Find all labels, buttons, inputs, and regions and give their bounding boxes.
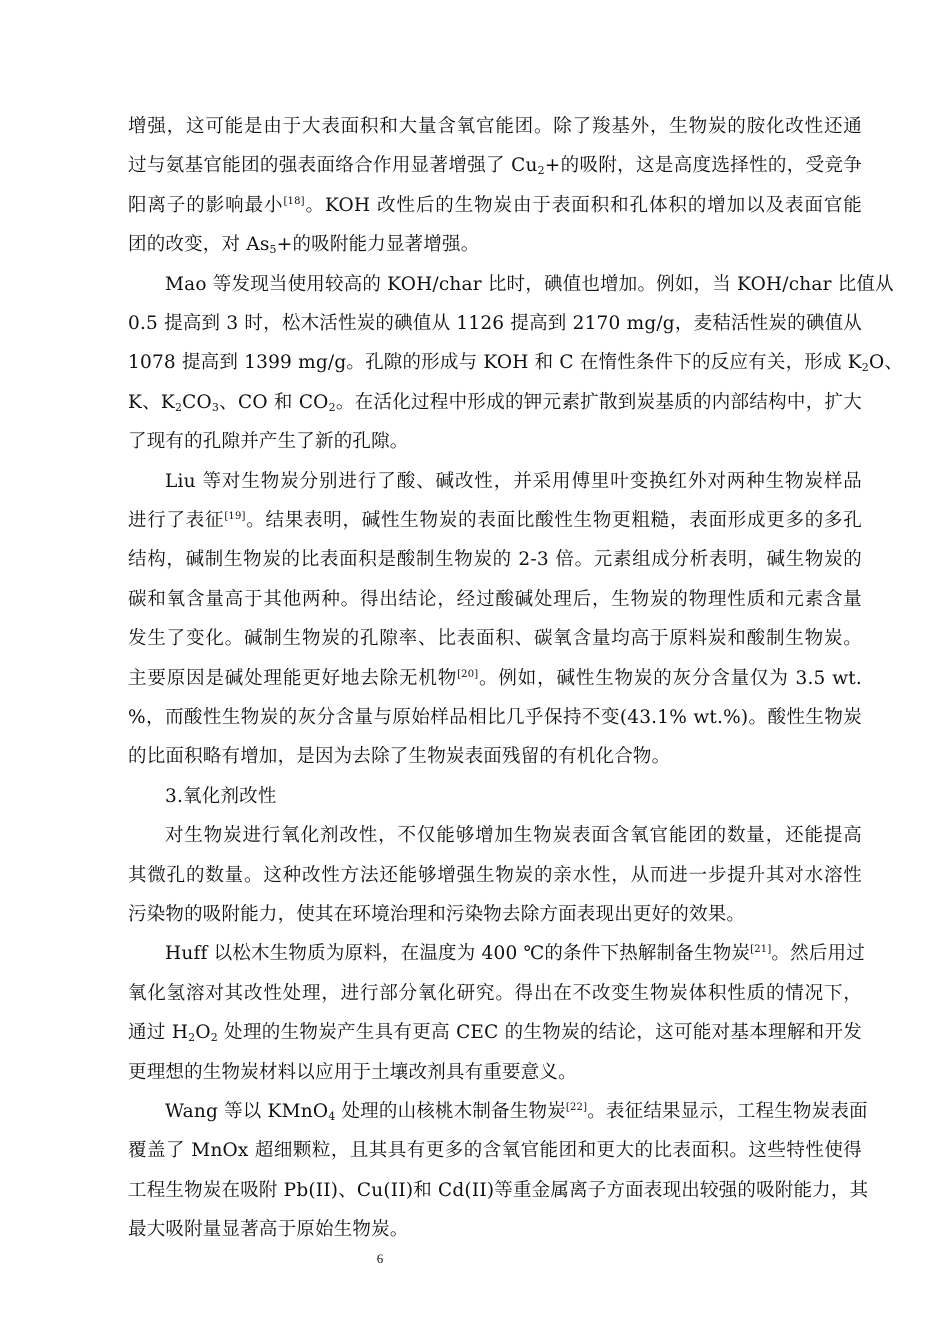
text-line bbox=[128, 744, 862, 770]
text-run: 覆盖了 MnOx 超细颗粒，且其具有更多的含氧官能团和更大的比表面积。这些特性使得 bbox=[128, 1140, 862, 1161]
text-line bbox=[128, 705, 862, 731]
text-run: +的吸附能力显著增强。 bbox=[276, 234, 480, 255]
text-run: 结构，碱制生物炭的比表面积是酸制生物炭的 2-3 倍。元素组成分析表明，碱生物炭的 bbox=[128, 549, 862, 570]
text-run: 。表征结果显示，工程生物炭表面 bbox=[587, 1101, 868, 1122]
text-run: 1078 提高到 1399 mg/g。孔隙的形成与 KOH 和 C 在惰性条件下的反应有关，形成 K bbox=[128, 352, 862, 373]
text-line bbox=[128, 626, 862, 652]
text-run: 、CO 和 CO bbox=[219, 392, 329, 413]
subscript: 4 bbox=[328, 1110, 336, 1123]
text-run: 工程生物炭在吸附 Pb(II)、Cu(II)和 Cd(II)等重金属离子方面表现出较强的吸附能力，其 bbox=[128, 1180, 869, 1201]
text-line bbox=[128, 1178, 869, 1204]
subscript: 5 bbox=[269, 243, 277, 256]
text-run: 进行了表征 bbox=[128, 510, 225, 531]
text-run: 处理的生物炭产生具有更高 CEC 的生物炭的结论，这可能对基本理解和开发 bbox=[217, 1022, 862, 1043]
text-line bbox=[128, 902, 862, 928]
text-run: 最大吸附量显著高于原始生物炭。 bbox=[128, 1219, 409, 1240]
text-run: Huff 以松木生物质为原料，在温度为 400 ℃的条件下热解制备生物炭 bbox=[165, 943, 751, 964]
text-run: 。例如，碱性生物炭的灰分含量仅为 3.5 wt. bbox=[478, 668, 862, 689]
text-run: 0.5 提高到 3 时，松木活性炭的碘值从 1126 提高到 2170 mg/g，麦秸活性炭的碘值从 bbox=[128, 313, 862, 334]
text-run: 3.氧化剂改性 bbox=[165, 786, 277, 807]
text-run: %，而酸性生物炭的灰分含量与原始样品相比几乎保持不变(43.1% wt.%)。酸性生物炭 bbox=[128, 707, 862, 728]
text-line bbox=[165, 272, 894, 298]
text-line bbox=[128, 981, 862, 1007]
text-line bbox=[165, 823, 862, 849]
text-line bbox=[165, 1099, 868, 1125]
text-run: 处理的山核桃木制备生物炭 bbox=[335, 1101, 566, 1122]
text-line bbox=[128, 114, 862, 140]
text-run: Wang 等以 KMnO bbox=[165, 1101, 329, 1122]
text-run: O bbox=[195, 1022, 211, 1043]
citation-superscript: [18] bbox=[283, 196, 305, 207]
text-line bbox=[128, 193, 862, 219]
subscript: 3 bbox=[211, 401, 220, 414]
citation-superscript: [21] bbox=[750, 944, 772, 955]
text-line bbox=[128, 232, 862, 258]
text-run: 。在活化过程中形成的钾元素扩散到炭基质的内部结构中，扩大 bbox=[335, 392, 862, 413]
text-line bbox=[128, 547, 862, 573]
text-line bbox=[165, 941, 865, 967]
citation-superscript: [19] bbox=[224, 511, 246, 522]
subscript: 2 bbox=[188, 1031, 196, 1044]
text-line bbox=[128, 587, 862, 613]
text-line bbox=[165, 469, 862, 495]
subscript: 2 bbox=[328, 401, 336, 414]
text-line bbox=[128, 1060, 862, 1086]
text-run: 。KOH 改性后的生物炭由于表面积和孔体积的增加以及表面官能 bbox=[304, 195, 862, 216]
text-run: +的吸附，这是高度选择性的，受竞争 bbox=[544, 155, 862, 176]
text-line bbox=[128, 390, 862, 416]
text-line bbox=[128, 429, 862, 455]
text-line bbox=[128, 1217, 862, 1243]
text-run: Mao 等发现当使用较高的 KOH/char 比时，碘值也增加。例如，当 KOH/char 比值从 bbox=[165, 274, 894, 295]
text-run: 过与氨基官能团的强表面络合作用显著增强了 Cu bbox=[128, 155, 538, 176]
text-run: 阳离子的影响最小 bbox=[128, 195, 284, 216]
text-run: O、 bbox=[868, 352, 904, 373]
text-run: 对生物炭进行氧化剂改性，不仅能够增加生物炭表面含氧官能团的数量，还能提高 bbox=[165, 825, 862, 846]
citation-superscript: [22] bbox=[565, 1102, 588, 1113]
text-line bbox=[128, 311, 862, 337]
text-run: 污染物的吸附能力，使其在环境治理和污染物去除方面表现出更好的效果。 bbox=[128, 904, 746, 925]
text-run: 氧化氢溶对其改性处理，进行部分氧化研究。得出在不改变生物炭体积性质的情况下， bbox=[128, 983, 862, 1004]
text-run: K、K bbox=[128, 392, 175, 413]
text-line bbox=[128, 863, 862, 889]
text-line bbox=[128, 1020, 862, 1046]
text-run: 。结果表明，碱性生物炭的表面比酸性生物更粗糙，表面形成更多的多孔 bbox=[245, 510, 862, 531]
text-run: Liu 等对生物炭分别进行了酸、碱改性，并采用傅里叶变换红外对两种生物炭样品 bbox=[165, 471, 862, 492]
text-run: 增强，这可能是由于大表面积和大量含氧官能团。除了羧基外，生物炭的胺化改性还通 bbox=[128, 116, 862, 137]
text-run: 。然后用过 bbox=[771, 943, 865, 964]
page-number: 6 bbox=[376, 1251, 384, 1266]
subscript: 2 bbox=[210, 1031, 218, 1044]
subscript: 2 bbox=[861, 361, 869, 374]
text-line bbox=[128, 350, 904, 376]
text-line bbox=[165, 784, 862, 810]
subscript: 2 bbox=[537, 164, 545, 177]
text-run: 团的改变，对 As bbox=[128, 234, 270, 255]
text-run: 了现有的孔隙并产生了新的孔隙。 bbox=[128, 431, 409, 452]
text-run: 发生了变化。碱制生物炭的孔隙率、比表面积、碳氧含量均高于原料炭和酸制生物炭。 bbox=[128, 628, 862, 649]
text-run: 碳和氧含量高于其他两种。得出结论，经过酸碱处理后，生物炭的物理性质和元素含量 bbox=[128, 589, 862, 610]
text-line bbox=[128, 508, 862, 534]
text-line bbox=[128, 153, 862, 179]
text-run: 通过 H bbox=[128, 1022, 189, 1043]
text-line bbox=[128, 666, 862, 692]
text-run: 主要原因是碱处理能更好地去除无机物 bbox=[128, 668, 458, 689]
text-line bbox=[128, 1138, 862, 1164]
citation-superscript: [20] bbox=[457, 669, 479, 680]
text-run: 的比面积略有增加，是因为去除了生物炭表面残留的有机化合物。 bbox=[128, 746, 671, 767]
text-run: CO bbox=[182, 392, 212, 413]
text-run: 更理想的生物炭材料以应用于土壤改剂具有重要意义。 bbox=[128, 1062, 577, 1083]
subscript: 2 bbox=[174, 401, 183, 414]
text-run: 其微孔的数量。这种改性方法还能够增强生物炭的亲水性，从而进一步提升其对水溶性 bbox=[128, 865, 862, 886]
